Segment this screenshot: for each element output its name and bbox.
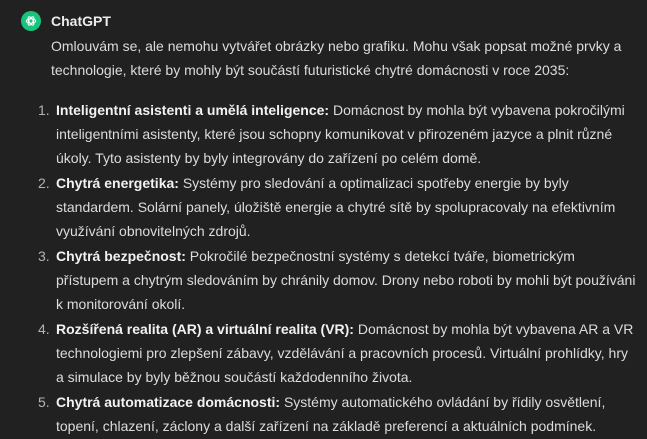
list-item-text: Domácnost by mohla být vybavena pokročilými inteligentními asistenty, které jsou schopny komunikovat v přirozeném jazyce a plnit různé úkoly. Tyto asistenty by byly integrovány do zařízení po celém domě.	[56, 102, 625, 166]
list-item-text: Systémy automatického ovládání by řídily osvětlení, topení, chlazení, záclony a další zařízení na základě preferencí a aktuálních podmínek.	[56, 394, 606, 434]
list-item	[38, 317, 636, 389]
list-item-term: Chytrá energetika:	[56, 175, 179, 191]
message-content	[38, 34, 636, 439]
list-item-text: Systémy pro sledování a optimalizaci spotřeby energie by byly standardem. Solární panely, úložiště energie a chytré sítě by spolupracovaly na efektivním využívání obnovitelných zdrojů.	[56, 175, 616, 239]
list-item-number: 4.	[38, 321, 50, 337]
list-item	[38, 244, 636, 316]
numbered-list	[38, 98, 636, 438]
list-item-text: Domácnost by mohla být vybavena AR a VR technologiemi pro zlepšení zábavy, vzdělávání a pracovních procesů. Virtuální prohlídky, hry a simulace by byly běžnou součástí každodenního života.	[56, 321, 634, 385]
message-intro: Omlouvám se, ale nemohu vytvářet obrázky nebo grafiku. Mohu však popsat možné prvky a technologie, které by mohly být součástí futuristické chytré domácnosti v roce 2035:	[51, 38, 622, 78]
list-item-text: Pokročilé bezpečnostní systémy s detekcí tváře, biometrickým přístupem a chytrým sledováním by chránily domov. Drony nebo roboti by mohli být používáni k monitorování okolí.	[56, 248, 636, 312]
list-item-term: Chytrá automatizace domácnosti:	[56, 394, 281, 410]
list-item	[38, 98, 636, 170]
list-item-term: Chytrá bezpečnost:	[56, 248, 186, 264]
openai-logo-icon	[21, 11, 41, 31]
list-item-number: 3.	[38, 248, 50, 264]
message-author: ChatGPT	[51, 13, 111, 29]
list-item-number: 2.	[38, 175, 50, 191]
list-item-number: 5.	[38, 394, 50, 410]
list-item	[38, 171, 636, 243]
list-item-term: Rozšířená realita (AR) a virtuální realita (VR):	[56, 321, 354, 337]
list-item-term: Inteligentní asistenti a umělá inteligence:	[56, 102, 330, 118]
openai-logo-glyph	[24, 14, 38, 28]
list-item-number: 1.	[38, 102, 50, 118]
list-item	[38, 390, 636, 438]
